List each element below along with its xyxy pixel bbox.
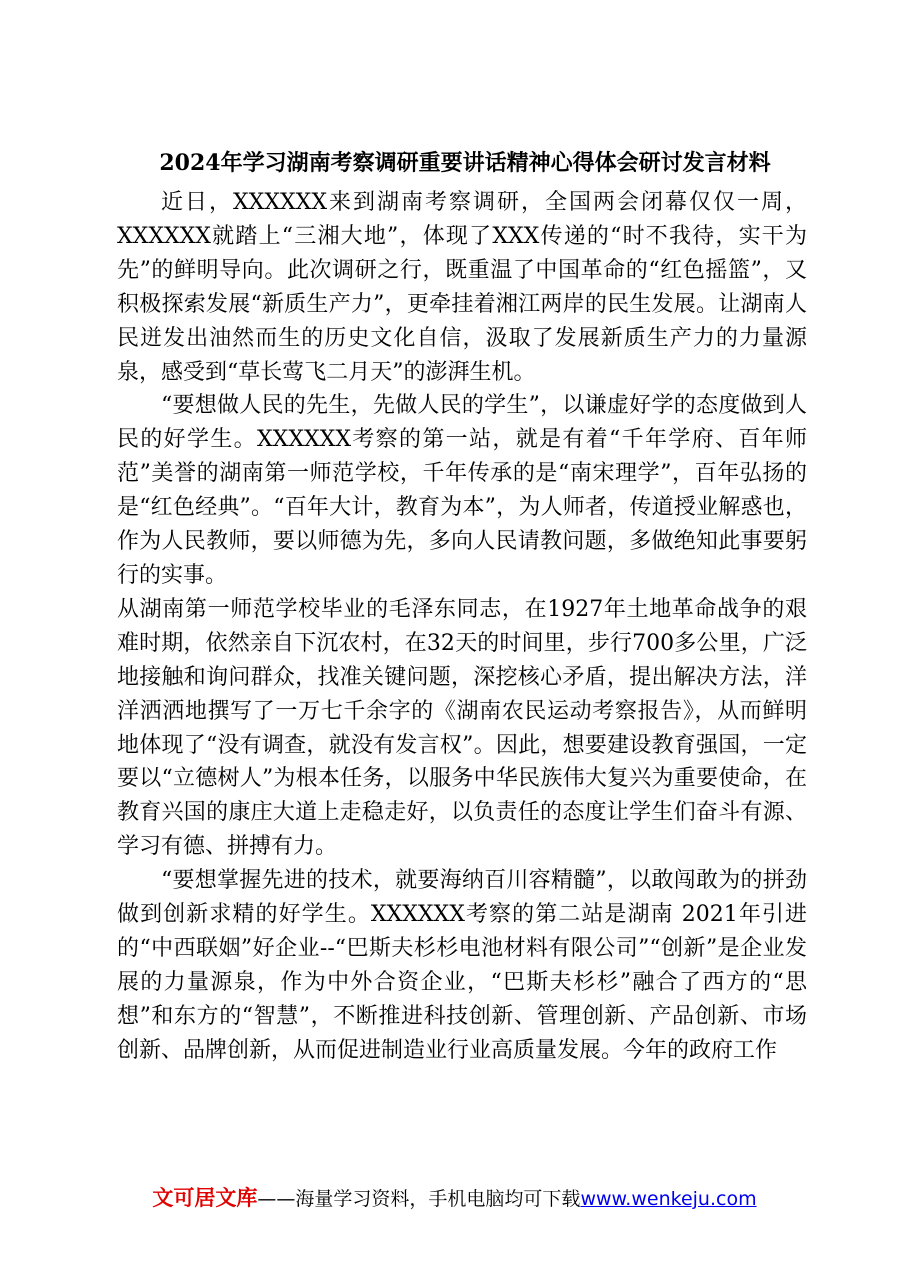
paragraph: 近日，XXXXXX来到湖南考察调研，全国两会闭幕仅仅一周，XXXXXX就踏上“三湘大地”，体现了XXX传递的“时不我待，实干为先”的鲜明导向。此次调研之行，既重温了中国革命的“红色摇篮”，又积极探索发展“新质生产力”，更牵挂着湘江两岸的民生发展。让湖南人民迸发出油然而生的历史文化自信，汲取了发展新质生产力的力量源泉，感受到“草长莺飞二月天”的澎湃生机。: [117, 190, 807, 385]
footer-banner: [0, 1184, 909, 1213]
document-title: 2024年学习湖南考察调研重要讲话精神心得体会研讨发言材料: [159, 150, 771, 176]
paragraph: “要想做人民的先生，先做人民的学生”，以谦虚好学的态度做到人民的好学生。XXXXXX考察的第一站，就是有着“千年学府、百年师范”美誉的湖南第一师范学校，千年传承的是“南宋理学”，百年弘扬的是“红色经典”。“百年大计，教育为本”，为人师者，传道授业解惑也，作为人民教师，要以师德为先，多向人民请教问题，多做绝知此事要躬行的实事。: [117, 393, 807, 588]
paragraph: 从湖南第一师范学校毕业的毛泽东同志，在1927年土地革命战争的艰难时期，依然亲自下沉农村，在32天的时间里，步行700多公里，广泛地接触和询问群众，找准关键问题，深挖核心矛盾，提出解决方法，洋洋洒洒地撰写了一万七千余字的《湖南农民运动考察报告》，从而鲜明地体现了“没有调查，就没有发言权”。因此，想要建设教育强国，一定要以“立德树人”为根本任务，以服务中华民族伟大复兴为重要使命，在教育兴国的康庄大道上走稳走好，以负责任的态度让学生们奋斗有源、学习有德、拼搏有力。: [117, 596, 807, 860]
footer-link[interactable]: www.wenkeju.com: [580, 1188, 757, 1210]
document-body: [117, 186, 807, 1068]
paragraph: “要想掌握先进的技术，就要海纳百川容精髓”，以敢闯敢为的拼劲做到创新求精的好学生。XXXXXX考察的第二站是湖南 2021年引进的“中西联姻”好企业--“巴斯夫杉杉电池材料有限公司”“创新”是企业发展的力量源泉，作为中外合资企业，“巴斯夫杉杉”融合了西方的“思想”和东方的“智慧”，不断推进科技创新、管理创新、产品创新、市场创新、品牌创新，从而促进制造业行业高质量发展。今年的政府工作: [117, 868, 807, 1063]
footer-brand: 文可居文库: [152, 1186, 258, 1210]
footer-slogan: ——海量学习资料，手机电脑均可下载: [257, 1188, 581, 1210]
